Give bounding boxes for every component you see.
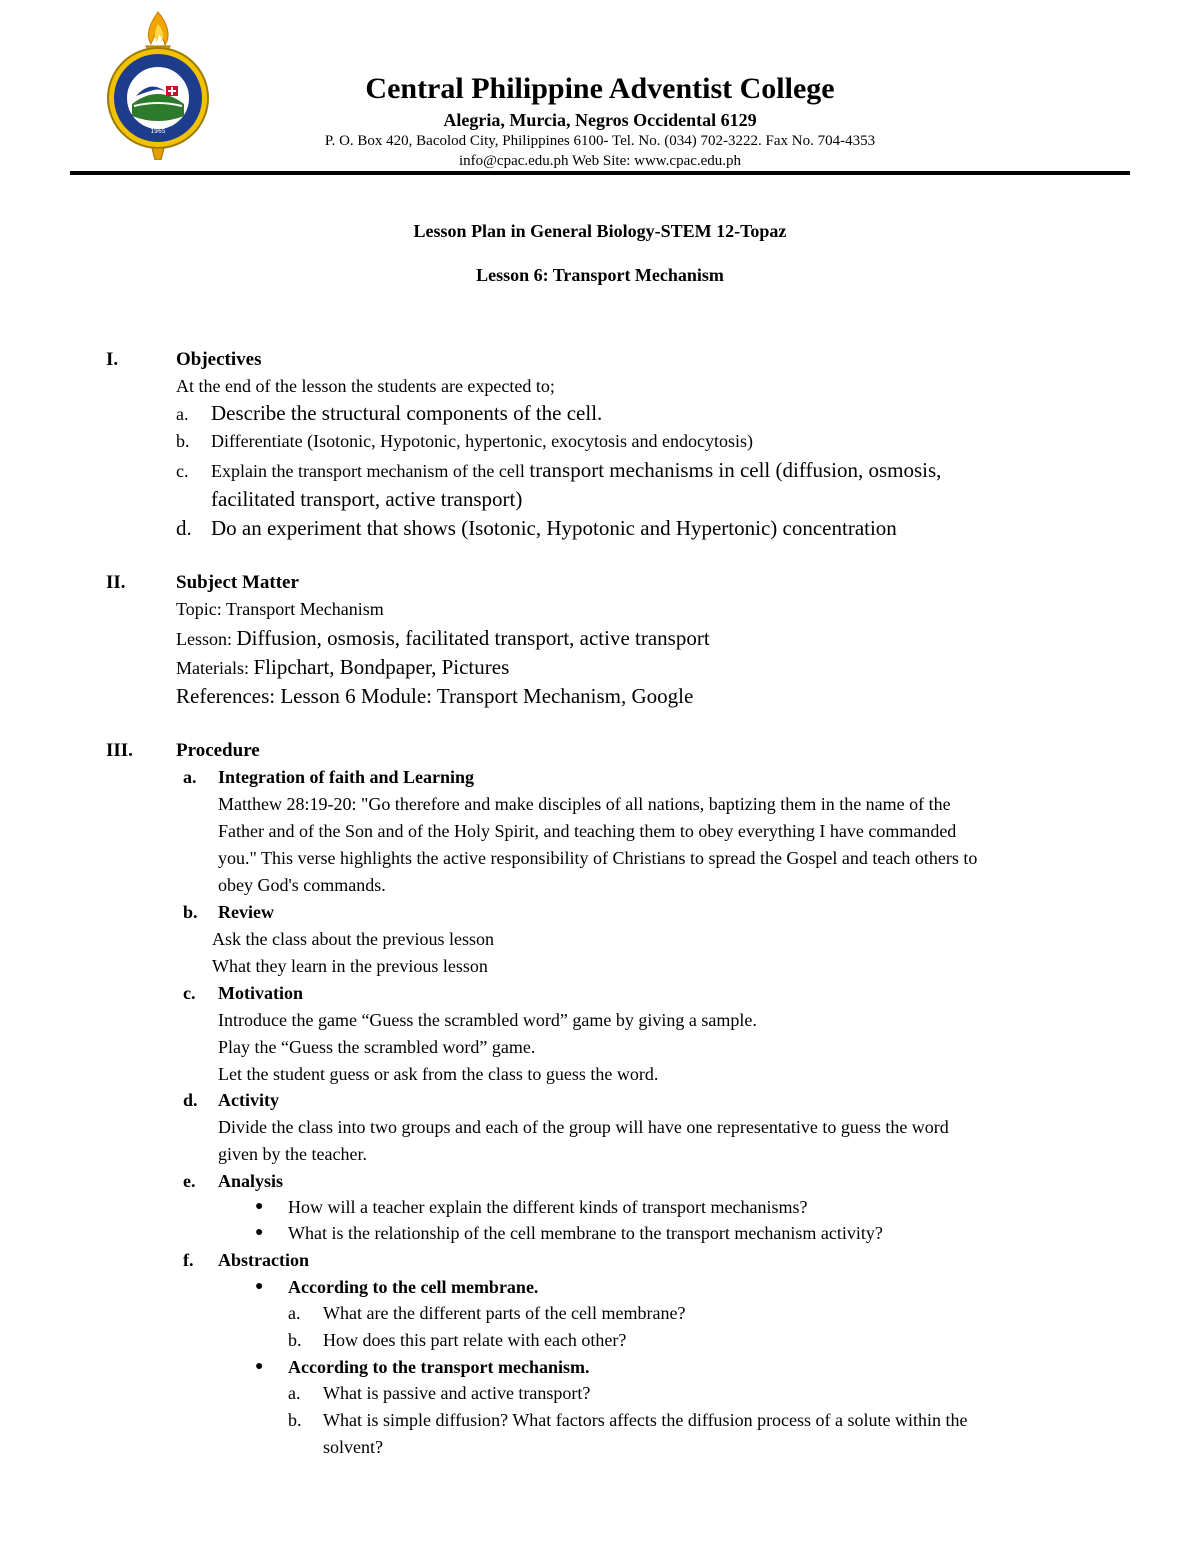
abstraction-letter: b. [288,1330,302,1350]
logo-year: 1965 [150,128,166,135]
abstraction-question: What is simple diffusion? What factors affects the diffusion process of a solute within the [323,1410,968,1430]
college-address: Alegria, Murcia, Negros Occidental 6129 [443,110,757,130]
subject-references-value: Lesson 6 Module: Transport Mechanism, Google [280,684,694,708]
objective-item-continuation: facilitated transport, active transport) [211,487,523,511]
objective-item: Describe the structural components of the cell. [211,401,603,425]
procedure-text-line: Matthew 28:19-20: "Go therefore and make disciples of all nations, baptizing them in the name of the [218,794,951,814]
abstraction-group-heading: According to the transport mechanism. [288,1357,590,1377]
procedure-text-line: Father and of the Son and of the Holy Spirit, and teaching them to obey everything I have commanded [218,821,957,841]
subject-materials [176,655,509,680]
abstraction-question: How does this part relate with each other? [323,1330,627,1350]
abstraction-question-continuation: solvent? [323,1437,383,1457]
objective-item [211,458,941,483]
objective-letter: d. [176,516,192,540]
college-contact: P. O. Box 420, Bacolod City, Philippines 6100- Tel. No. (034) 702-3222. Fax No. 704-4353 [324,133,876,149]
procedure-subheading: Activity [218,1090,279,1110]
subject-materials-label: Materials: [176,658,254,678]
objective-item-part: Explain the transport mechanism of the cell [211,461,530,481]
procedure-text-line: obey God's commands. [218,875,386,895]
subject-lesson-label: Lesson: [176,629,237,649]
section-numeral: I. [106,349,119,370]
procedure-letter: e. [183,1171,196,1191]
bullet-icon: ● [255,1199,264,1214]
subject-matter-heading: Subject Matter [176,572,299,593]
procedure-heading: Procedure [176,740,260,761]
analysis-bullet-item: How will a teacher explain the different kinds of transport mechanisms? [288,1197,808,1217]
abstraction-question: What are the different parts of the cell membrane? [323,1303,686,1323]
objective-item: Do an experiment that shows (Isotonic, Hypotonic and Hypertonic) concentration [211,516,897,540]
bullet-icon: ● [255,1225,264,1240]
header-divider [70,171,1130,175]
procedure-text-line: given by the teacher. [218,1144,367,1164]
bullet-icon: ● [255,1359,264,1374]
subject-topic: Topic: Transport Mechanism [176,599,384,619]
college-email-web: info@cpac.edu.ph Web Site: www.cpac.edu.ph [458,153,742,169]
procedure-text-line: What they learn in the previous lesson [212,956,488,976]
objective-letter: c. [176,461,189,481]
section-numeral: II. [106,572,126,593]
procedure-subheading: Analysis [218,1171,284,1191]
subject-materials-value: Flipchart, Bondpaper, Pictures [253,655,510,679]
procedure-letter: d. [183,1090,198,1110]
objectives-intro: At the end of the lesson the students are expected to; [176,376,555,396]
procedure-text-line: Let the student guess or ask from the class to guess the word. [218,1064,659,1084]
procedure-text-line: Divide the class into two groups and each of the group will have one representative to guess the word [218,1117,949,1137]
section-numeral: III. [106,740,133,761]
subject-lesson [176,626,710,651]
lesson-title: Lesson 6: Transport Mechanism [476,265,724,285]
subject-references [176,684,693,709]
procedure-letter: c. [183,983,196,1003]
subject-lesson-value: Diffusion, osmosis, facilitated transport, active transport [236,626,710,650]
procedure-letter: f. [183,1250,194,1270]
procedure-text-line: Introduce the game “Guess the scrambled word” game by giving a sample. [218,1010,757,1030]
abstraction-question: What is passive and active transport? [323,1383,591,1403]
procedure-subheading: Abstraction [218,1250,309,1270]
bullet-icon: ● [255,1279,264,1294]
abstraction-letter: a. [288,1383,301,1403]
college-name: Central Philippine Adventist College [365,72,835,105]
objective-item-part: transport mechanisms in cell (diffusion, osmosis, [529,458,942,482]
objective-item: Differentiate (Isotonic, Hypotonic, hypertonic, exocytosis and endocytosis) [211,431,754,451]
abstraction-letter: a. [288,1303,301,1323]
procedure-text-line: Play the “Guess the scrambled word” game. [218,1037,536,1057]
procedure-text-line: you." This verse highlights the active responsibility of Christians to spread the Gospel and teach others to [218,848,978,868]
objective-letter: b. [176,431,190,451]
abstraction-letter: b. [288,1410,302,1430]
document-title: Lesson Plan in General Biology-STEM 12-Topaz [413,221,787,241]
procedure-subheading: Review [218,902,274,922]
objectives-heading: Objectives [176,349,262,370]
analysis-bullet-item: What is the relationship of the cell membrane to the transport mechanism activity? [288,1223,883,1243]
objective-letter: a. [176,404,189,424]
procedure-subheading: Integration of faith and Learning [218,767,475,787]
abstraction-group-heading: According to the cell membrane. [288,1277,539,1297]
subject-references-label: References: [176,684,281,708]
procedure-subheading: Motivation [218,983,303,1003]
procedure-letter: a. [183,767,197,787]
procedure-text-line: Ask the class about the previous lesson [212,929,494,949]
procedure-letter: b. [183,902,198,922]
